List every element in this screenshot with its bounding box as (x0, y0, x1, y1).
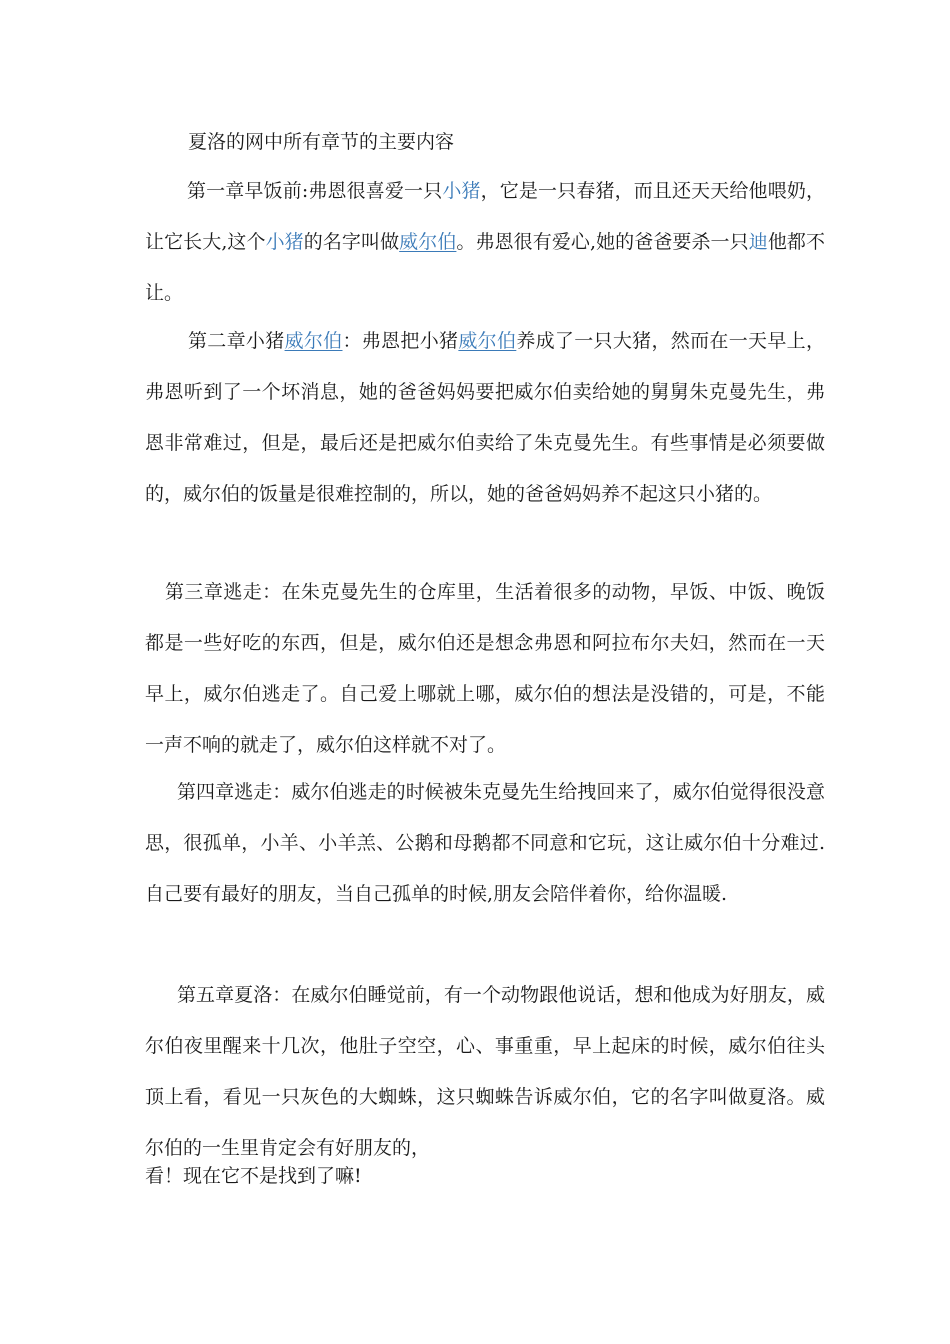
chapter-4-paragraph: 第四章逃走：威尔伯逃走的时候被朱克曼先生给拽回来了，威尔伯觉得很没意思，很孤单，小羊、小羊羔、公鹅和母鹅都不同意和它玩，这让威尔伯十分难过.自己要有最好的朋友，当自己孤单的时候,朋友会陪伴着你，给你温暖. (145, 781, 825, 905)
chapter-5-paragraph: 第五章夏洛：在威尔伯睡觉前，有一个动物跟他说话，想和他成为好朋友，威尔伯夜里醒来十几次，他肚子空空，心、事重重，早上起床的时候，威尔伯往头顶上看，看见一只灰色的大蜘蛛，这只蜘蛛告诉威尔伯，它的名字叫做夏洛。威尔伯的一生里肯定会有好朋友的， (145, 984, 825, 1159)
link-xiaozhu-2[interactable]: 小猪 (265, 231, 304, 253)
chapter-1-paragraph (145, 166, 825, 319)
link-weierbo-2[interactable]: 威尔伯 (284, 330, 343, 352)
chapter-1-text-5: 他都不让。 (145, 231, 825, 304)
link-weierbo-3[interactable]: 威尔伯 (458, 330, 517, 352)
link-xiaozhu-1[interactable]: 小猪 (442, 180, 481, 202)
chapter-1-text-4: 。弗恩很有爱心,她的爸爸要杀一只 (456, 231, 749, 253)
chapter-2-text-3: 养成了一只大猪，然而在一天早上，弗恩听到了一个坏消息，她的爸爸妈妈要把威尔伯卖给她的舅舅朱克曼先生，弗恩非常难过，但是，最后还是把威尔伯卖给了朱克曼先生。有些事情是必须要做的，威尔伯的饭量是很难控制的，所以，她的爸爸妈妈养不起这只小猪的。 (145, 330, 825, 505)
chapter-2-text-1: 第二章小猪 (188, 330, 285, 352)
closing-line: 看！现在它不是找到了嘛! (145, 1165, 362, 1187)
link-weierbo-1[interactable]: 威尔伯 (399, 231, 457, 253)
chapter-3-paragraph: 第三章逃走：在朱克曼先生的仓库里，生活着很多的动物，早饭、中饭、晚饭都是一些好吃的东西，但是，威尔伯还是想念弗恩和阿拉布尔夫妇，然而在一天早上，威尔伯逃走了。自己爱上哪就上哪，威尔伯的想法是没错的，可是，不能一声不响的就走了，威尔伯这样就不对了。 (145, 581, 825, 756)
chapter-2-paragraph (145, 316, 825, 520)
link-di[interactable]: 迪 (748, 231, 768, 253)
chapter-1-text-1: 第一章早饭前:弗恩很喜爱一只 (187, 180, 443, 202)
chapter-1-text-3: 的名字叫做 (303, 231, 400, 253)
chapter-2-text-2: ：弗恩把小猪 (342, 330, 459, 352)
chapter-1-text-2: ，它是一只春猪，而且还天天给他喂奶，让它长大,这个 (145, 180, 825, 253)
document-title: 夏洛的网中所有章节的主要内容 (188, 131, 455, 153)
